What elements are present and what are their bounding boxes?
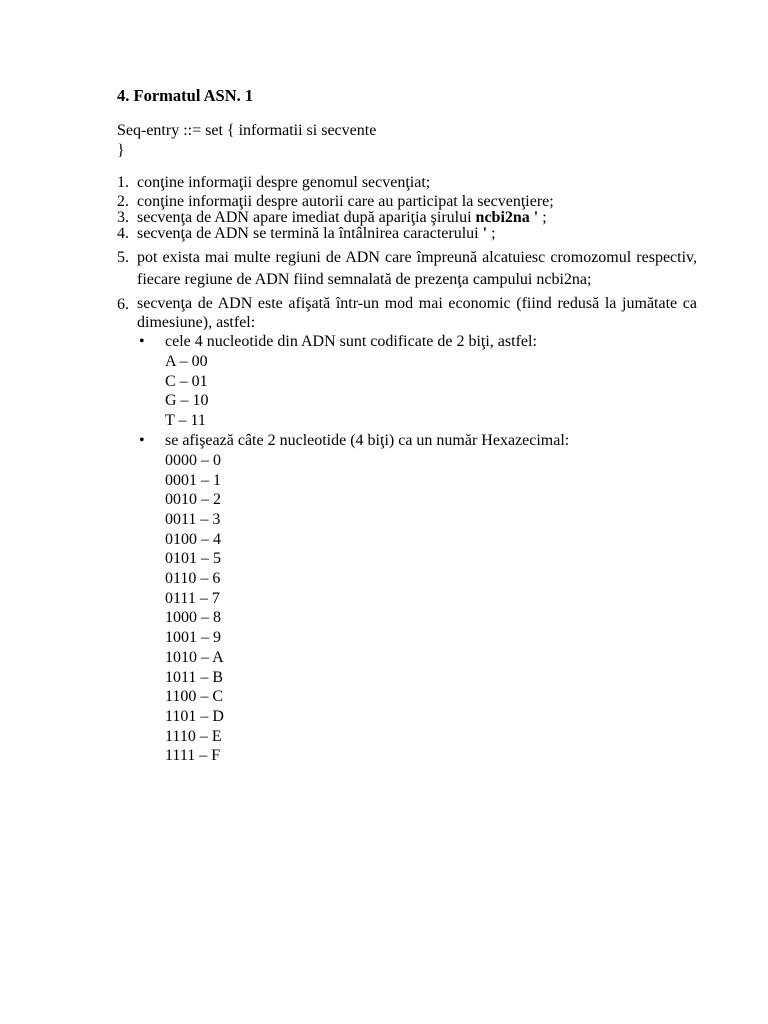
code-row: C – 01 <box>165 372 208 390</box>
item-number: 2. <box>117 193 129 210</box>
item-text-end: ; <box>487 225 496 242</box>
item-number: 1. <box>117 174 129 191</box>
list-item-2 <box>117 194 697 210</box>
document-page <box>117 86 697 766</box>
list-item-6 <box>117 294 697 332</box>
section-heading: 4. Formatul ASN. 1 <box>117 86 254 105</box>
code-row: 0010 – 2 <box>165 491 221 509</box>
closing-brace: } <box>117 142 125 159</box>
keyword-quote: ' <box>482 225 488 242</box>
item-text-end: ; <box>538 209 547 226</box>
item-text: pot exista mai multe regiuni de ADN care împreună alcatuiesc cromozomul respectiv, fiecare regiune de ADN fiind semnalată de prezenţa campului ncbi2na; <box>137 249 697 288</box>
bullet-item-nucleotides <box>117 332 697 352</box>
code-row: 0000 – 0 <box>165 451 221 469</box>
code-row: 1010 – A <box>165 648 224 666</box>
code-row: 0001 – 1 <box>165 471 221 489</box>
code-row: T – 11 <box>165 412 206 430</box>
numbered-list <box>117 175 697 332</box>
item-text: conţine informaţii despre genomul secvenţiat; <box>137 174 431 191</box>
seq-entry-line: Seq-entry ::= set { informatii si secvente <box>117 122 377 139</box>
list-item-1 <box>117 175 697 191</box>
list-item-4 <box>117 226 697 242</box>
code-row: A – 00 <box>165 353 208 370</box>
item-number: 4. <box>117 225 129 242</box>
code-row: 1001 – 9 <box>165 629 221 647</box>
item-text-start: secvenţa de ADN apare imediat după apariţia şirului <box>137 209 476 226</box>
item-text <box>137 210 697 226</box>
bullet-text: se afişează câte 2 nucleotide (4 biţi) ca un număr Hexazecimal: <box>165 431 570 449</box>
bullet-text: cele 4 nucleotide din ADN sunt codificate de 2 biţi, astfel: <box>165 333 537 350</box>
keyword-ncbi2na: ncbi2na ' <box>475 209 539 226</box>
code-row: 0011 – 3 <box>165 510 221 528</box>
code-row: 0111 – 7 <box>165 589 220 607</box>
code-row: 0100 – 4 <box>165 530 221 548</box>
bullet-item-hex <box>117 431 697 451</box>
code-row: 1101 – D <box>165 707 224 725</box>
bullet-icon: • <box>139 431 145 449</box>
item-text: conţine informaţii despre autorii care au participat la secvenţiere; <box>137 193 554 210</box>
item-text: secvenţa de ADN este afişată într-un mod mai economic (fiind redusă la jumătate ca dimesiune), astfel: <box>137 295 697 331</box>
code-row: 0110 – 6 <box>165 570 221 588</box>
code-row: 1000 – 8 <box>165 609 221 627</box>
hex-codes <box>117 451 697 766</box>
item-number: 6. <box>117 296 129 313</box>
item-text-start: secvenţa de ADN se termină la întâlnirea caracterului <box>137 225 483 242</box>
code-row: 1110 – E <box>165 727 222 745</box>
code-row: 1011 – B <box>165 668 224 686</box>
list-item-3 <box>117 210 697 226</box>
item-number: 5. <box>117 249 129 266</box>
code-row: 1100 – C <box>165 688 224 706</box>
item-number: 3. <box>117 209 129 226</box>
nucleotide-codes <box>117 352 697 431</box>
code-row: 0101 – 5 <box>165 550 221 568</box>
bullet-list <box>117 332 697 352</box>
code-row: 1111 – F <box>165 747 221 765</box>
code-row: G – 10 <box>165 392 209 410</box>
bullet-list <box>117 431 697 451</box>
list-item-5 <box>117 247 697 291</box>
bullet-icon: • <box>139 333 145 350</box>
item-text <box>137 226 697 242</box>
